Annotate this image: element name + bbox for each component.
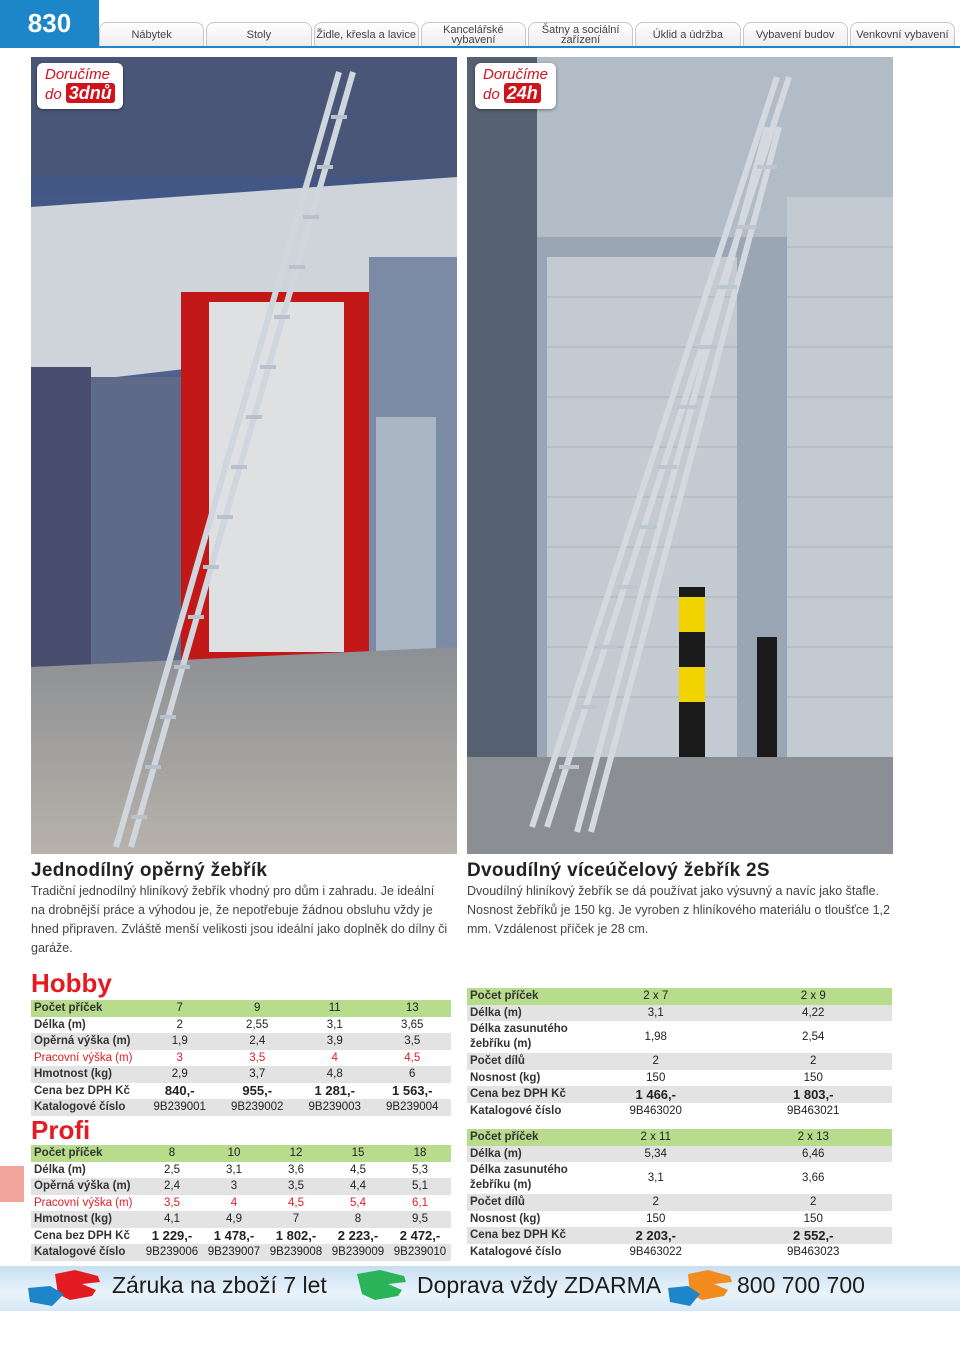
table-row: Nosnost (kg) 150 150 [467,1211,892,1228]
profi-heading: Profi [31,1115,91,1145]
hand-icon [357,1270,406,1300]
profi-table [31,1145,451,1261]
shipping-text: Doprava vždy ZDARMA [417,1272,662,1298]
single-ladder-desc: Tradiční jednodílný hliníkový žebřík vhodný pro dům i zahradu. Je ideální na drobnější práce a výhodou je, že nepotřebuje žádnou obsluhu vždy je hned připraven. Zvláště menší velikosti jsou ideální jako doplněk do dílny či garáže. [31,884,448,955]
table-row: Délka (m) 3,1 4,22 [467,1005,892,1022]
table-row: Délka zasunutého žebříku (m) 1,98 2,54 [467,1021,892,1053]
tab-nabytek[interactable]: Nábytek [99,22,204,47]
tab-kancelarske[interactable]: Kancelářské vybavení [421,22,526,47]
table-row: Počet dílů 2 2 [467,1053,892,1070]
double-ladder-table-b [467,1129,892,1260]
table-row: Opěrná výška (m) 2,4 3 3,5 4,4 5,1 [31,1178,451,1195]
table-row: Nosnost (kg) 150 150 [467,1070,892,1087]
table-row: Délka (m) 2,5 3,1 3,6 4,5 5,3 [31,1162,451,1179]
hobby-heading: Hobby [31,968,112,998]
table-row: Katalogové číslo 9B239006 9B239007 9B239008 9B239009 9B239010 [31,1244,451,1261]
category-tabs [99,22,957,47]
side-tab-marker [0,1166,24,1202]
tab-underline [0,46,960,48]
table-row: Délka (m) 2 2,55 3,1 3,65 [31,1017,451,1034]
photo-single-ladder [31,57,457,854]
table-row: Délka (m) 5,34 6,46 [467,1146,892,1163]
table-row: Počet příček 8 10 12 15 18 [31,1145,451,1162]
photo-double-ladder [467,57,893,854]
hand-icon [28,1270,100,1306]
table-row: Počet příček 7 9 11 13 [31,1000,451,1017]
tab-stoly[interactable]: Stoly [206,22,311,47]
table-row: Pracovní výška (m) 3 3,5 4 4,5 [31,1050,451,1067]
double-ladder-table-a [467,988,892,1119]
table-row: Délka zasunutého žebříku (m) 3,1 3,66 [467,1162,892,1194]
tab-uklid[interactable]: Úklid a údržba [635,22,740,47]
table-row: Katalogové číslo 9B463020 9B463021 [467,1103,892,1120]
hobby-table [31,1000,451,1116]
warranty-text: Záruka na zboží 7 let [112,1272,327,1298]
page-number: 830 [0,0,99,47]
table-row: Cena bez DPH Kč 840,- 955,- 1 281,- 1 563,- [31,1083,451,1100]
phone-number: 800 700 700 [737,1272,865,1298]
table-row: Hmotnost (kg) 2,9 3,7 4,8 6 [31,1066,451,1083]
table-row: Cena bez DPH Kč 2 203,- 2 552,- [467,1227,892,1244]
table-row: Pracovní výška (m) 3,5 4 4,5 5,4 6,1 [31,1195,451,1212]
delivery-badge-24h: Doručíme do 24h [475,63,556,109]
tab-venkovni[interactable]: Venkovní vybavení [850,22,955,47]
table-row: Opěrná výška (m) 1,9 2,4 3,9 3,5 [31,1033,451,1050]
delivery-badge-3-days: Doručíme do 3dnů [37,63,123,109]
table-row: Cena bez DPH Kč 1 466,- 1 803,- [467,1086,892,1103]
tab-zidle[interactable]: Židle, křesla a lavice [314,22,419,47]
phone-hand-icon [668,1270,732,1306]
table-row: Počet dílů 2 2 [467,1194,892,1211]
tab-satny[interactable]: Šatny a sociální zařízení [528,22,633,47]
table-row: Cena bez DPH Kč 1 229,- 1 478,- 1 802,- 2 223,- 2 472,- [31,1228,451,1245]
table-row: Katalogové číslo 9B463022 9B463023 [467,1244,892,1261]
table-row: Počet příček 2 x 7 2 x 9 [467,988,892,1005]
double-ladder-title: Dvoudílný víceúčelový žebřík 2S [467,860,770,881]
double-ladder-desc: Dvoudílný hliníkový žebřík se dá používat jako výsuvný a navíc jako štafle. Nosnost žebříků je 150 kg. Je vyroben z hliníkového materiálu o tloušťce 1,2 mm. Vzdálenost příček je 28 cm. [467,884,890,936]
table-row: Hmotnost (kg) 4,1 4,9 7 8 9,5 [31,1211,451,1228]
table-row: Katalogové číslo 9B239001 9B239002 9B239003 9B239004 [31,1099,451,1116]
tab-vybaveni-budov[interactable]: Vybavení budov [743,22,848,47]
single-ladder-title: Jednodílný opěrný žebřík [31,860,268,881]
table-row: Počet příček 2 x 11 2 x 13 [467,1129,892,1146]
